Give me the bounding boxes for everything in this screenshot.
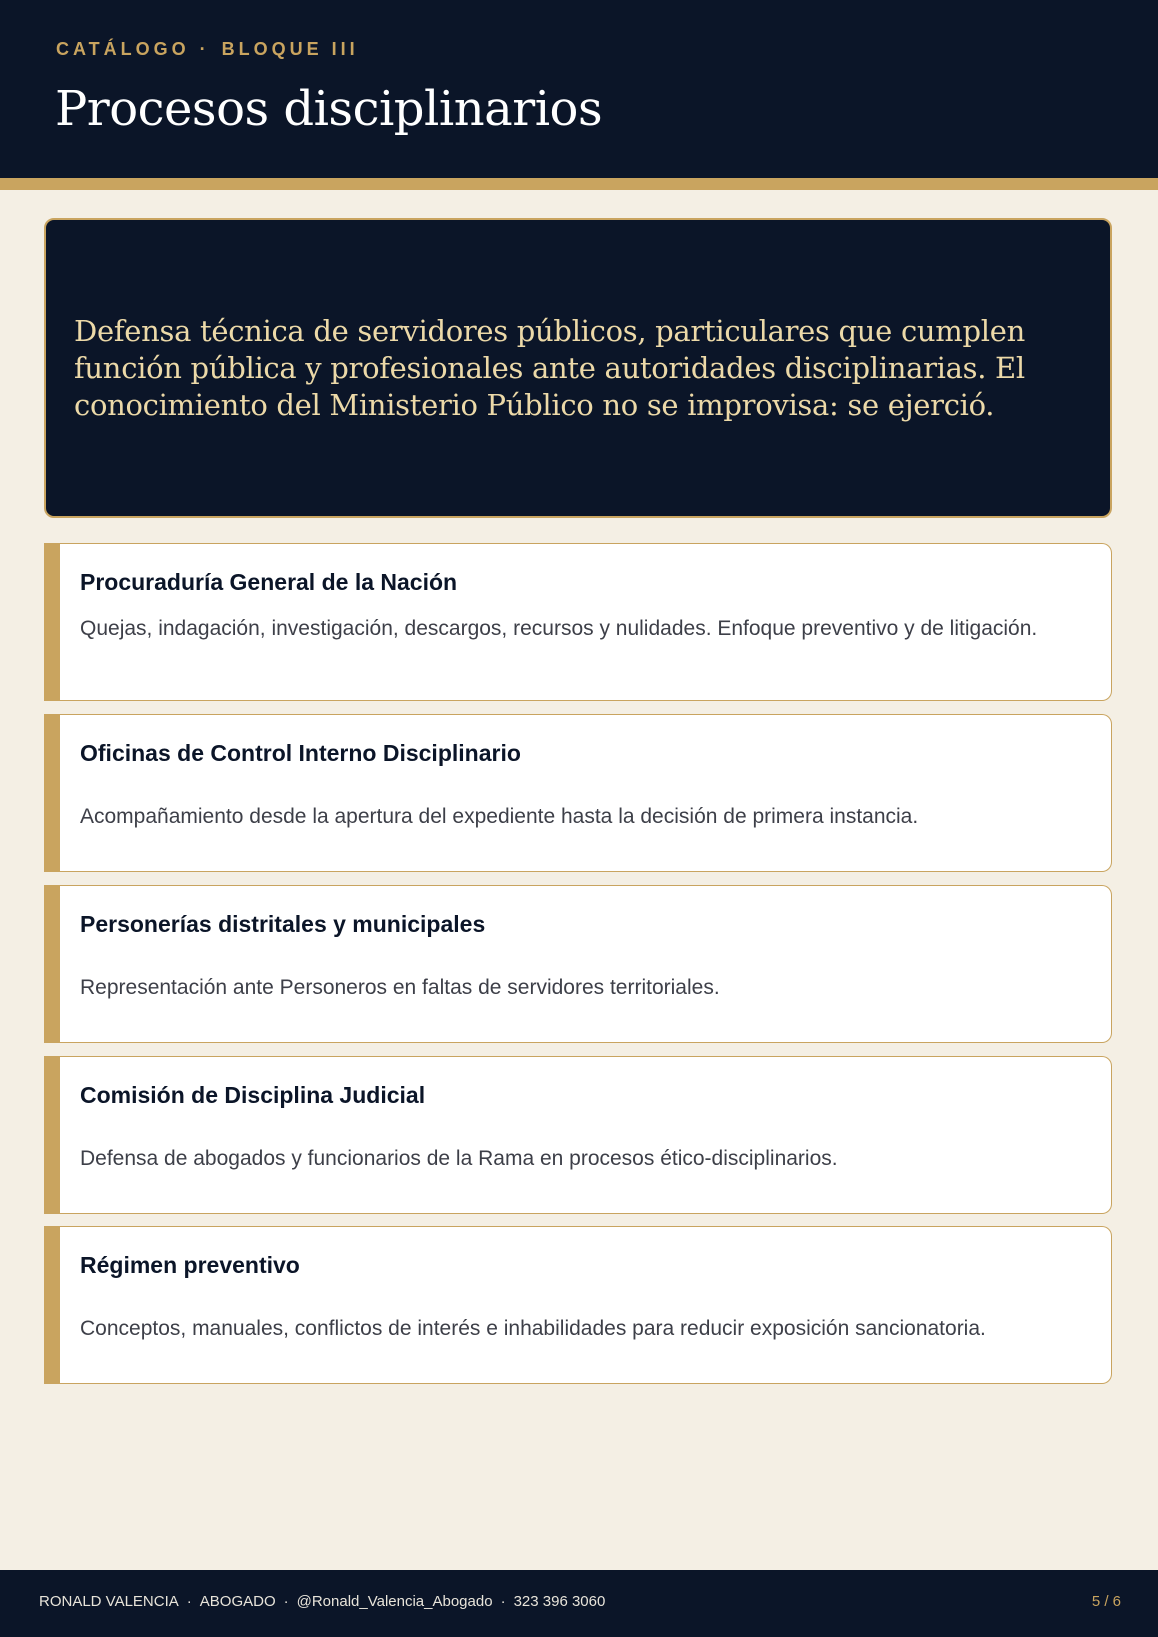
footer-separator: ·: [186, 1593, 192, 1610]
footer-separator: ·: [283, 1593, 289, 1610]
page-footer: [0, 1570, 1158, 1637]
card-description: Defensa de abogados y funcionarios de la Rama en procesos ético-disciplinarios.: [80, 1147, 838, 1170]
card-title: Procuraduría General de la Nación: [80, 569, 458, 595]
service-card: [44, 885, 1112, 1043]
eyebrow-separator: ·: [199, 39, 210, 59]
footer-contact: [39, 1592, 605, 1612]
service-card: [44, 1056, 1112, 1214]
card-title: Oficinas de Control Interno Disciplinario: [80, 740, 521, 766]
service-card: [44, 543, 1112, 701]
footer-handle: @Ronald_Valencia_Abogado: [296, 1593, 493, 1610]
service-card: [44, 1226, 1112, 1384]
page-number: 5 / 6: [1091, 1593, 1121, 1610]
card-description: Representación ante Personeros en faltas de servidores territoriales.: [80, 976, 720, 999]
service-card: [44, 714, 1112, 872]
card-description: Conceptos, manuales, conflictos de interés e inhabilidades para reducir exposición sancionatoria.: [80, 1317, 986, 1340]
card-title: Régimen preventivo: [80, 1252, 300, 1278]
footer-phone: 323 396 3060: [513, 1593, 606, 1610]
intro-panel: [44, 218, 1112, 518]
card-title: Personerías distritales y municipales: [80, 911, 486, 937]
section-eyebrow: [56, 38, 359, 60]
intro-text: Defensa técnica de servidores públicos, particulares que cumplen función pública y profesionales ante autoridades disciplinarias. El conocimiento del Ministerio Público no se improvisa: se ejerció.: [74, 313, 1025, 422]
page-title: Procesos disciplinarios: [55, 81, 603, 137]
eyebrow-catalog: CATÁLOGO: [56, 39, 190, 59]
footer-name: RONALD VALENCIA: [39, 1593, 179, 1610]
footer-separator: ·: [500, 1593, 506, 1610]
card-description: Quejas, indagación, investigación, descargos, recursos y nulidades. Enfoque preventivo y de litigación.: [80, 617, 1038, 640]
footer-role: ABOGADO: [199, 1593, 276, 1610]
card-title: Comisión de Disciplina Judicial: [80, 1082, 426, 1108]
card-description: Acompañamiento desde la apertura del expediente hasta la decisión de primera instancia.: [80, 805, 919, 828]
page-header: [0, 0, 1158, 178]
header-divider: [0, 178, 1158, 190]
eyebrow-block: BLOQUE III: [221, 39, 359, 59]
